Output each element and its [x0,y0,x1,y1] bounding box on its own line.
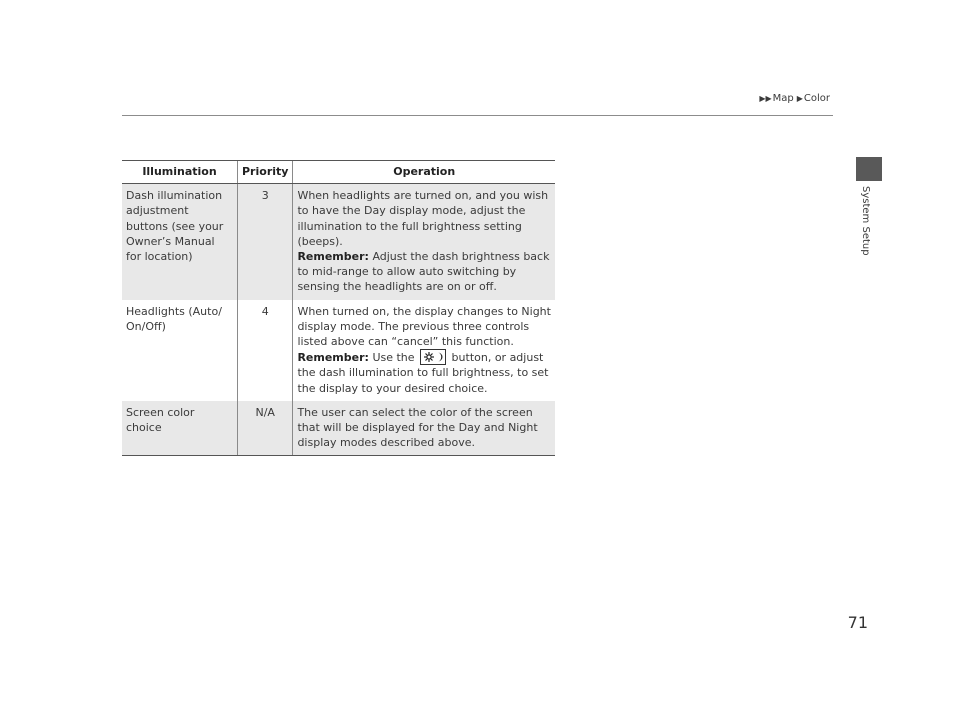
remember-label: Remember: [297,250,369,264]
operation-text: When headlights are turned on, and you wish to have the Day display mode, adjust the illumination to the full brightness setting (beeps). [297,189,549,248]
column-header-priority: Priority [238,161,293,184]
priority-cell: N/A [238,401,293,456]
operation-cell: The user can select the color of the screen that will be displayed for the Day and Night display modes described above. [293,401,555,456]
remember-label: Remember: [297,351,369,365]
operation-text: When turned on, the display changes to Night display mode. The previous three controls listed above can “cancel” this function. [297,304,551,349]
priority-cell: 4 [238,300,293,401]
section-tab [856,157,882,181]
column-header-operation: Operation [293,161,555,184]
remember-text: Adjust the dash brightness back to mid-range to allow auto switching by sensing the headlights are on or off. [297,250,550,294]
section-tab-label: System Setup [860,186,871,256]
page-number: 71 [847,613,868,632]
priority-cell: 3 [238,184,293,300]
breadcrumb-arrow-icon: ▶▶ [759,94,772,103]
remember-text-before: Use the [372,351,415,365]
column-header-illumination: Illumination [122,161,238,184]
day-night-button-icon [420,349,446,365]
breadcrumb-arrow-icon: ▶ [796,94,803,103]
breadcrumb-item-map[interactable]: Map [772,93,794,104]
illumination-cell: Dash illumination adjustment buttons (see your Owner’s Manual for location) [122,184,238,300]
table-row [122,300,555,401]
operation-cell [293,300,555,401]
table-row [122,401,555,456]
illumination-cell: Headlights (Auto/ On/Off) [126,304,222,333]
breadcrumb [759,93,833,104]
header-divider [122,115,833,116]
illumination-cell: Screen color choice [122,401,238,456]
illumination-priority-table [122,160,555,456]
table-header-row [122,161,555,184]
operation-cell [293,184,555,300]
table-row [122,184,555,300]
breadcrumb-item-color[interactable]: Color [803,93,830,104]
remember-text-after: button, or adjust the dash illumination to full brightness, to set the display to your desired choice. [297,351,549,395]
